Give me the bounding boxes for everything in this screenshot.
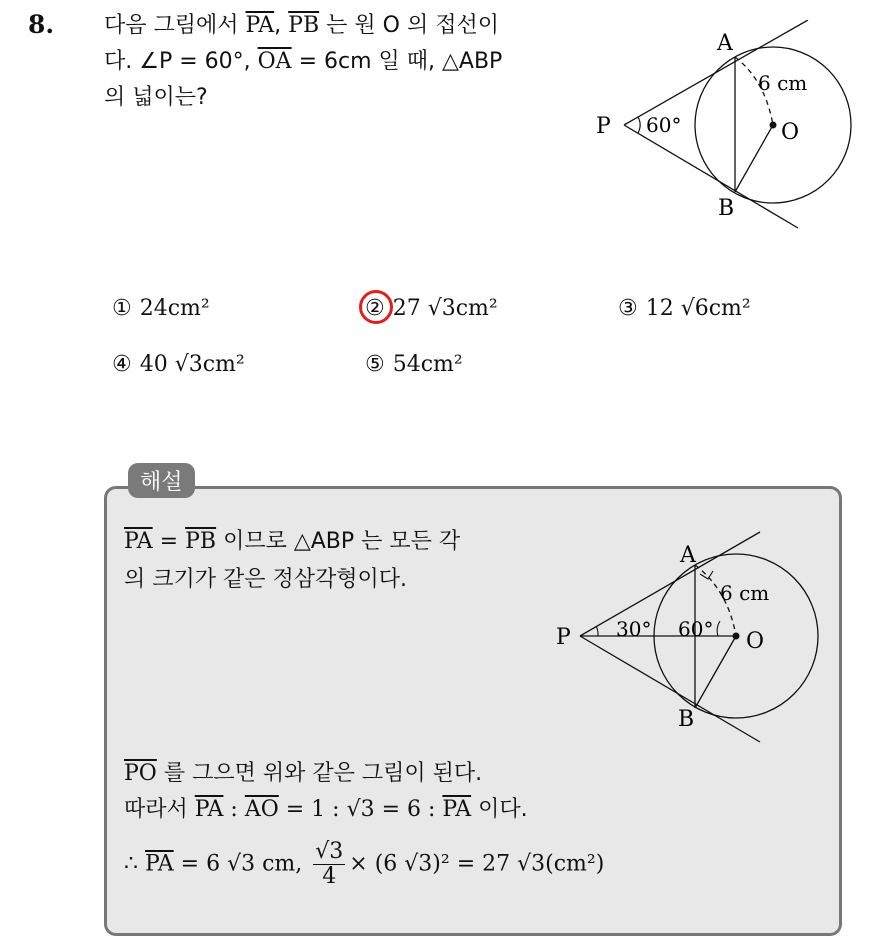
segment-pb: $\overline{PB}$ [185, 529, 217, 554]
choice-text: 12 √6cm² [645, 296, 751, 321]
angle-label-60: 60° [678, 617, 714, 641]
radius-ob [695, 636, 736, 708]
question-line-2 [104, 44, 564, 80]
label-p: P [556, 625, 571, 650]
text: 따라서 [124, 797, 195, 822]
text: 이므로 △ABP 는 모든 각 [216, 529, 461, 554]
figure-1 [580, 20, 870, 250]
choice-mark: ⑤ [365, 352, 385, 377]
solution-line-3 [124, 756, 482, 792]
tangent-pb [624, 125, 798, 228]
choice-3[interactable] [618, 296, 751, 321]
label-b: B [718, 196, 735, 221]
text: = 1 : √3 = 6 : [278, 797, 443, 822]
center-o-dot [770, 122, 777, 129]
selected-circle-icon [359, 290, 393, 324]
fraction-numerator: √3 [315, 839, 344, 864]
text: 를 그으면 위와 같은 그림이 된다. [156, 761, 483, 786]
segment-ao: $\overline{AO}$ [244, 797, 279, 822]
label-o: O [781, 120, 800, 145]
segment-pa: $\overline{PA}$ [124, 529, 153, 554]
segment-pb: $\overline{PB}$ [288, 13, 320, 38]
solution-line-5 [124, 840, 604, 889]
angle-arc [638, 117, 640, 133]
choice-text: 40 √3cm² [139, 352, 245, 377]
text: 이다. [471, 797, 528, 822]
text: 다음 그림에서 [104, 13, 246, 38]
text: = 6 √3 cm, [173, 851, 310, 877]
angle-arc [596, 626, 598, 636]
choice-5[interactable] [365, 352, 463, 377]
choice-mark: ④ [112, 352, 132, 377]
label-p: P [596, 114, 611, 139]
angle-label-30: 30° [616, 617, 652, 641]
question-line-1 [104, 8, 564, 44]
question-line-3: 의 넓이는? [104, 85, 208, 110]
tangent-pb [580, 636, 760, 742]
text: 는 원 O 의 접선이 [319, 13, 499, 38]
angle-arc [717, 621, 720, 636]
question-text [104, 8, 564, 116]
segment-pa: $\overline{PA}$ [442, 797, 472, 822]
radius-label: 6 cm [720, 581, 770, 605]
solution-tag: 해설 [128, 463, 195, 498]
choice-text: 24cm² [139, 296, 210, 321]
choice-mark: ② [365, 296, 385, 321]
solution-line-2: 의 크기가 같은 정삼각형이다. [124, 567, 407, 592]
text: , [274, 13, 289, 38]
fraction-denominator: 4 [322, 864, 337, 889]
figure-2 [550, 528, 840, 758]
center-o-dot [733, 633, 740, 640]
segment-pa: $\overline{PA}$ [145, 851, 174, 877]
fraction [313, 840, 345, 889]
text: = [152, 529, 186, 554]
segment-pa: $\overline{PA}$ [194, 797, 224, 822]
choice-mark: ③ [618, 296, 638, 321]
text: ∴ [124, 851, 145, 877]
text: × (6 √3)² = 27 √3(cm²) [349, 851, 605, 877]
segment-pa: $\overline{PA}$ [245, 13, 275, 38]
choice-4[interactable] [112, 352, 245, 377]
label-b: B [678, 707, 695, 732]
question-number: 8. [28, 10, 55, 39]
solution-line-4 [124, 792, 528, 828]
label-o: O [746, 629, 765, 654]
choice-1[interactable] [112, 296, 210, 321]
text: : [223, 797, 245, 822]
angle-label: 60° [646, 113, 682, 137]
text: = 6cm 일 때, △ABP [291, 49, 503, 74]
text: 다. ∠P = 60°, [104, 49, 258, 74]
segment-po: $\overline{PO}$ [124, 761, 157, 786]
choice-mark: ① [112, 296, 132, 321]
radius-ob [735, 125, 773, 192]
label-a: A [680, 543, 696, 568]
solution-line-1 [124, 524, 460, 560]
choice-2[interactable] [365, 296, 498, 321]
choice-text: 54cm² [392, 352, 463, 377]
segment-oa: $\overline{OA}$ [257, 49, 292, 74]
radius-label: 6 cm [758, 71, 808, 95]
label-a: A [717, 31, 733, 56]
choice-text: 27 √3cm² [392, 296, 498, 321]
right-angle-icon [700, 571, 713, 579]
